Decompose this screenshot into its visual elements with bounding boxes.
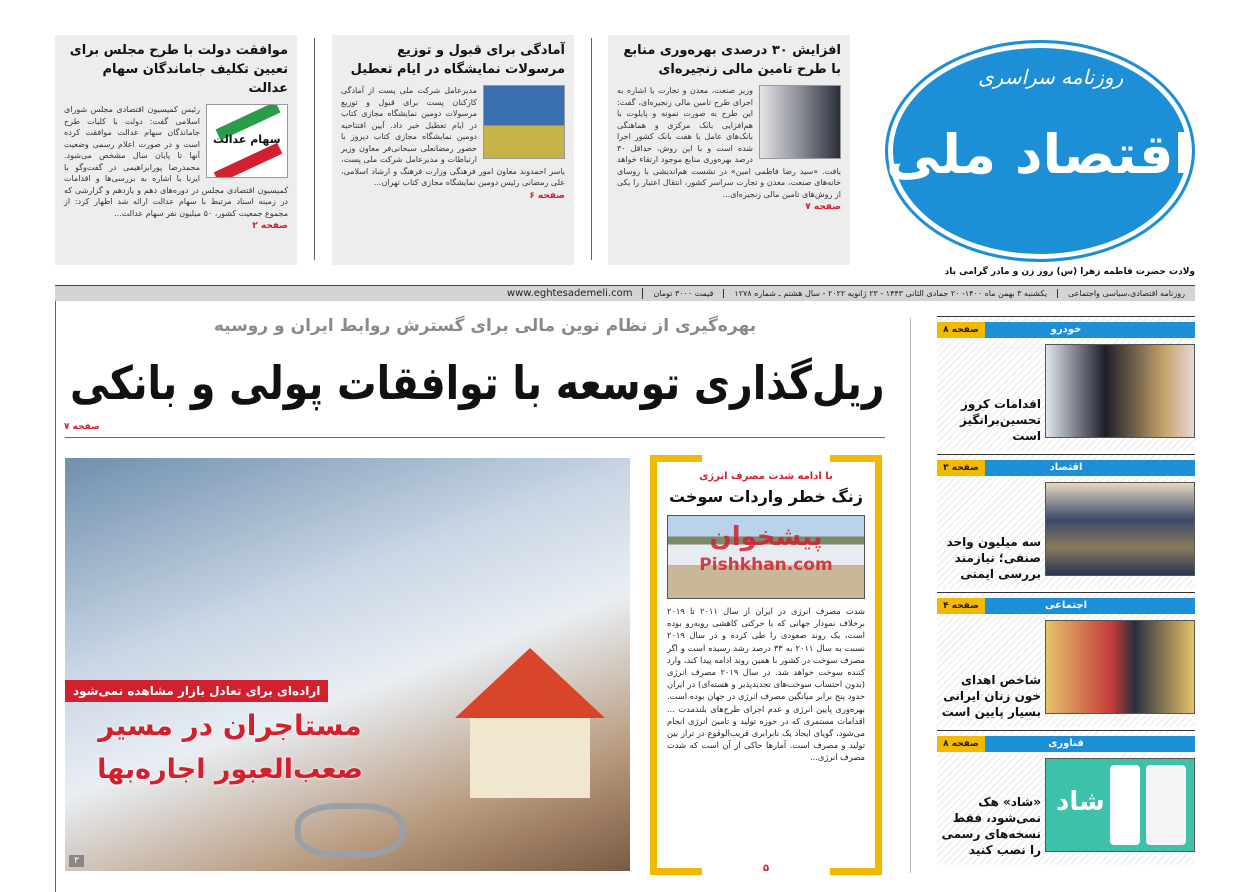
sahm-edalat-logo-image: سهام عدالت	[206, 104, 288, 178]
boxed-body: شدت مصرف انرژی در ایران از سال ۲۰۱۱ تا ۲۰۱۹ برخلاف نمودار جهانی که با حرکتی کاهشی روبه‌رو بوده است، یک روند صعودی را طی کرده و در سال ۲۰۱۹ نسبت به سال ۲۰۱۱ به ۳۳ درصد رشد رسیده است و اگر مصرف سوخت در کشور با همین روند ادامه پیدا کند، وارد کننده سوخت خواهد شد. در سال ۲۰۱۹ مصرف انرژی (بدون احتساب سوخت‌های تجدیدپذیر و هسته‌ای) در ایران حدود پنج برابر میانگین مصرف انرژی در جهان بوده است. بهره‌وری پایین انرژی و عدم اجرای طرح‌های بلندمدت ... اقدامات مستمری که در حوزه تولید و تامین انرژی انجام می‌شود، گویای ایجاد یک نابرابری قریب‌الوقوع در تراز بین تولید و مصرف است. آمارها حاکی از آن است که شدت مصرف انرژی...	[667, 606, 865, 763]
top-story-3[interactable]	[55, 35, 297, 265]
masthead-slogan: ولادت حضرت فاطمه زهرا (س) روز زن و مادر گرامی باد	[944, 267, 1195, 277]
watermark: پیشخوان Pishkhan.com	[699, 522, 833, 575]
boxed-story[interactable]	[650, 455, 882, 875]
photo-story-page[interactable]: ۳	[69, 855, 84, 867]
boxed-headline: زنگ خطر واردات سوخت	[668, 487, 864, 506]
masthead-title: اقتصاد ملی	[885, 123, 1192, 186]
sidebar-item-auto[interactable]: خودرو صفحه ۸ اقدامات کروز تحسین‌برانگیز است	[937, 316, 1195, 451]
section-label: روزنامه اقتصادی،سیاسی واجتماعی	[1067, 289, 1185, 298]
headline: افزایش ۳۰ درصدی بهره‌وری منابع با طرح تامین مالی زنجیره‌ای	[623, 43, 841, 77]
sidebar-headline: شاخص اهدای خون زنان ایرانی بسیار پایین است	[941, 673, 1041, 719]
issue-date: یکشنبه ۳ بهمن ماه ۱۴۰۰- ۲۰ جمادی الثانی ۱۴۴۳ - ۲۳ ژانویه ۲۰۲۲ - سال هشتم ـ شماره ۱۲۷۸	[724, 289, 1058, 298]
official-photo	[1045, 620, 1195, 714]
info-bar	[55, 285, 1195, 301]
top-story-2[interactable]	[332, 35, 574, 265]
top-story-1[interactable]	[608, 35, 850, 265]
masthead-logo	[885, 40, 1195, 262]
sidebar-headline: سه میلیون واحد صنفی؛ نیازمند بررسی ایمنی	[946, 535, 1041, 581]
page-ref[interactable]: صفحه ۷	[805, 202, 841, 212]
photo-story-headline-1: مستاجران در مسیر	[98, 709, 362, 742]
price: قیمت ۳۰۰۰ تومان	[643, 289, 724, 298]
photo-story-kicker: اراده‌ای برای تعادل بازار مشاهده نمی‌شود	[65, 680, 328, 702]
sidebar-headline: اقدامات کروز تحسین‌برانگیز است	[960, 397, 1041, 443]
body-text: مدیرعامل شرکت ملی پست از آمادگی کارکنان پست برای قبول و توزیع مرسولات دومین نمایشگاه مجازی کتاب در ایام تعطیل خبر داد. آیین افتتاحیه دومین نمایشگاه مجازی کتاب دیروز با حضور رمضانعلی سبحانی‌فر معاون وزیر ارتباطات و مدیرعامل شرکت ملی پست، یاسر احمدوند معاون امور فرهنگی وزارت فرهنگ و ارشاد اسلامی، علی رمضانی رئیس دومین نمایشگاه مجازی کتاب تهران...	[341, 86, 565, 187]
lead-kicker: بهره‌گیری از نظام نوین مالی برای گسترش روابط ایران و روسیه	[213, 316, 757, 336]
keys-image	[295, 803, 405, 858]
factory-photo	[1045, 482, 1195, 576]
masthead-subtitle: روزنامه سراسری	[978, 65, 1124, 89]
house-model-image	[455, 648, 605, 798]
photo-story[interactable]	[65, 458, 630, 871]
body-text: وزیر صنعت، معدن و تجارت با اشاره به اجرای طرح تامین مالی زنجیره‌ای، گفت: این طرح به صورت نمونه و پایلوت با هم‌افزایی بانک مرکزی و هماهنگی بانک‌های عامل با هفت بانک کشور اجرا شده است و با این روش، حداقل ۳۰ درصد بهره‌وری منابع موجود ارتقاء خواهد یافت. «سید رضا فاطمی امین» در نشست هم‌اندیشی با روسای خانه‌های صنعت، معدن و تجارت سراسر کشور، انتقال اعتبار را یکی از روش‌های تامین مالی زنجیره‌ای...	[617, 86, 841, 199]
photo-story-headline-2: صعب‌العبور اجاره‌بها	[97, 754, 363, 785]
conference-photo	[483, 85, 565, 159]
lead-page-ref[interactable]: صفحه ۷	[64, 422, 100, 432]
sidebar-headline: «شاد» هک نمی‌شود، فقط نسخه‌های رسمی را نصب کنید	[941, 795, 1041, 857]
body-text: رئیس کمیسیون اقتصادی مجلس شورای اسلامی گفت: دولت با کلیات طرح جاماندگان سهام عدالت موافقت کرده است و در صورت اعلام رسمی وضعیت آنها تا پایان سال مشخص می‌شود. محمدرضا پورابراهیمی در گفت‌وگو با ایرنا با اشاره به بررسی‌ها و اقدامات کمیسیون اقتصادی مجلس در دوره‌های دهم و یازدهم و گزارشی که در زمینه اسناد مرتبط با سهام عدالت ارائه شد اظهار کرد: از مجموع جمعیت کشور، ۵۰ میلیون نفر سهام عدالت...	[64, 105, 288, 218]
sidebar-item-social[interactable]: اجتماعی صفحه ۴ شاخص اهدای خون زنان ایرانی بسیار پایین است	[937, 592, 1195, 727]
fuel-trucks-photo	[667, 515, 865, 599]
lead-headline[interactable]: ریل‌گذاری توسعه با توافقات پولی و بانکی	[70, 356, 885, 410]
boxed-kicker: با ادامه شدت مصرف انرژی	[699, 471, 833, 482]
speaker-photo	[1045, 344, 1195, 438]
sidebar-item-technology[interactable]: فناوری صفحه ۸ شاد «شاد» هک نمی‌شود، فقط نسخه‌های رسمی را نصب کنید	[937, 730, 1195, 865]
sidebar-item-economy[interactable]: اقتصاد صفحه ۳ سه میلیون واحد صنفی؛ نیازمند بررسی ایمنی	[937, 454, 1195, 589]
minister-photo	[759, 85, 841, 159]
boxed-page[interactable]: ۵	[762, 863, 770, 874]
website-link[interactable]: www.eghtesademeli.com	[497, 288, 644, 299]
headline: آمادگی برای قبول و توزیع مرسولات نمایشگاه در ایام تعطیل	[350, 43, 565, 77]
page-ref[interactable]: صفحه ۶	[529, 190, 565, 201]
headline: موافقت دولت با طرح مجلس برای تعیین تکلیف جاماندگان سهام عدالت	[69, 43, 288, 96]
page-ref[interactable]: صفحه ۲	[252, 221, 288, 231]
shad-app-image: شاد	[1045, 758, 1195, 852]
